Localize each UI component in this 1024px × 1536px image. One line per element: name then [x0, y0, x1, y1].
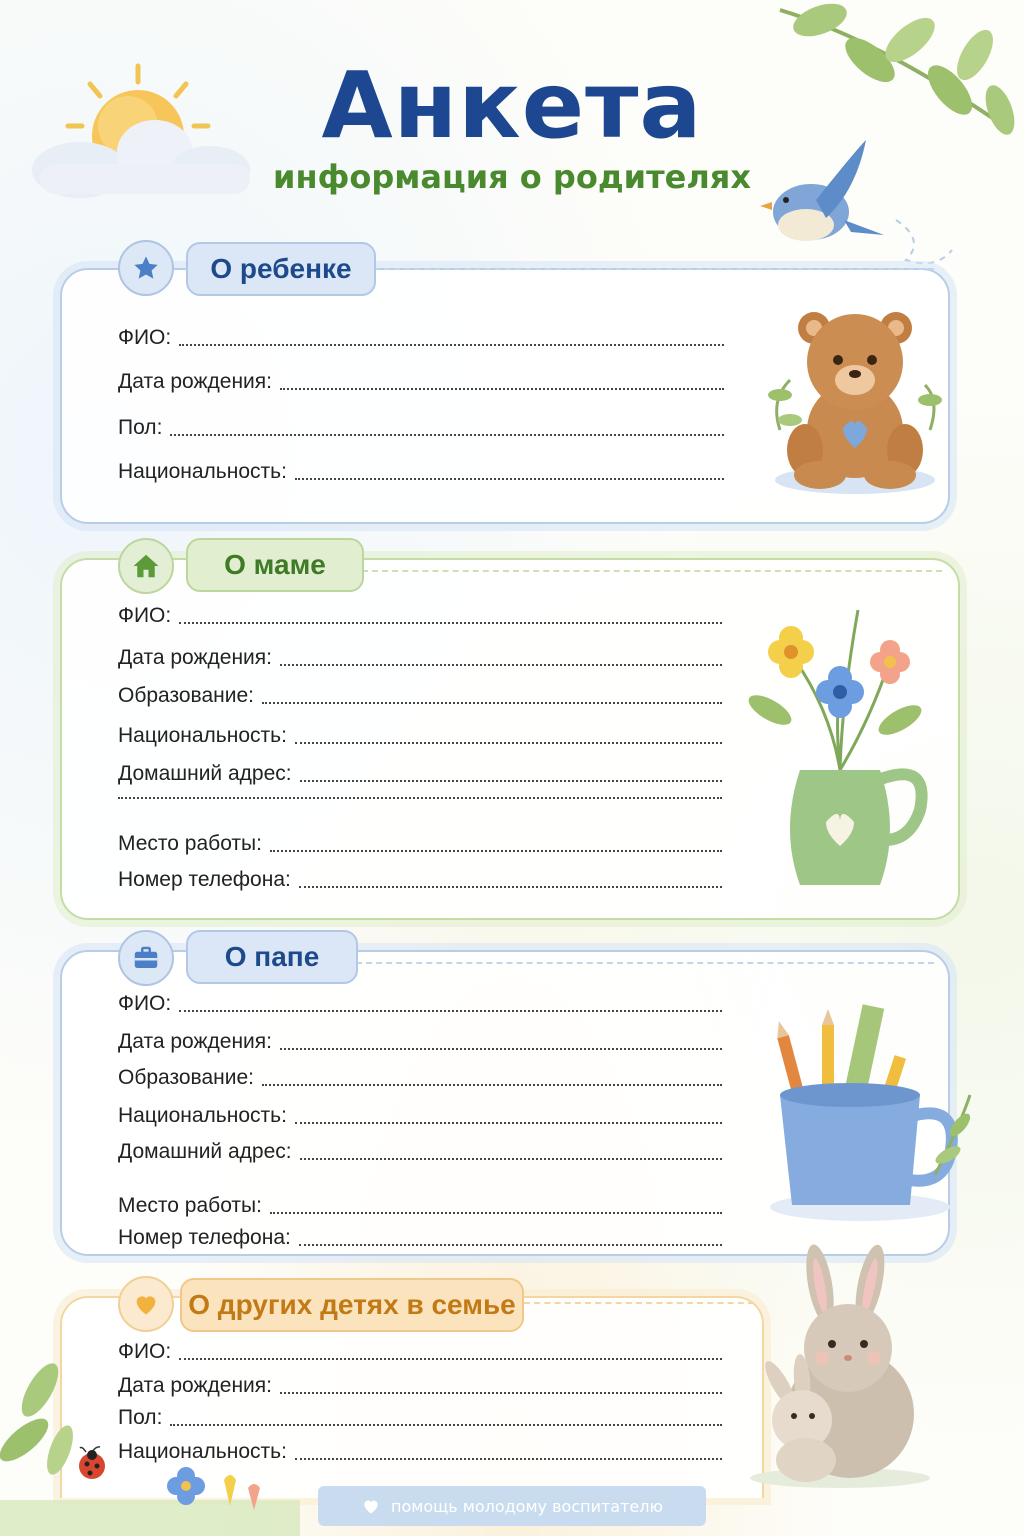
- input-line: [295, 1121, 722, 1124]
- footer-banner: [318, 1486, 706, 1526]
- page-subtitle: информация о родителях: [273, 158, 751, 196]
- input-line: [280, 663, 722, 666]
- section-heading-child: О ребенке: [186, 242, 376, 296]
- section-heading-mother: О маме: [186, 538, 364, 592]
- form-row[interactable]: Место работы:: [118, 1194, 722, 1218]
- footer-heart-icon: [361, 1496, 381, 1516]
- input-line: [300, 779, 722, 782]
- form-row[interactable]: Дата рождения:: [118, 370, 724, 394]
- form-row[interactable]: ФИО:: [118, 326, 724, 350]
- form-row[interactable]: Дата рождения:: [118, 1030, 722, 1054]
- input-line: [262, 701, 722, 704]
- input-line: [270, 1211, 722, 1214]
- form-row[interactable]: Национальность:: [118, 724, 722, 748]
- form-row[interactable]: Образование:: [118, 1066, 722, 1090]
- flower-vase-illustration: [740, 600, 940, 900]
- section-heading-siblings: О других детях в семье: [180, 1278, 524, 1332]
- house-icon: [131, 551, 161, 581]
- form-row[interactable]: ФИО:: [118, 1340, 722, 1364]
- input-line: [280, 387, 724, 390]
- form-row[interactable]: ФИО:: [118, 604, 722, 628]
- form-row[interactable]: Домашний адрес:: [118, 1140, 722, 1164]
- heart-badge: [118, 1276, 174, 1332]
- form-row[interactable]: Дата рождения:: [118, 1374, 722, 1398]
- input-line: [295, 477, 724, 480]
- form-row[interactable]: Номер телефона:: [118, 1226, 722, 1250]
- footer-text: помощь молодому воспитателю: [391, 1496, 663, 1516]
- form-row[interactable]: Пол:: [118, 1406, 722, 1430]
- input-line: [280, 1391, 722, 1394]
- section-heading-father: О папе: [186, 930, 358, 984]
- house-badge: [118, 538, 174, 594]
- input-line: [179, 1009, 722, 1012]
- teddy-bear-illustration: [760, 300, 950, 500]
- form-row[interactable]: Место работы:: [118, 832, 722, 856]
- star-badge: [118, 240, 174, 296]
- briefcase-icon: [131, 943, 161, 973]
- input-line: [299, 885, 722, 888]
- input-line: [179, 621, 722, 624]
- input-line: [295, 741, 722, 744]
- input-line: [300, 1157, 722, 1160]
- form-row[interactable]: Национальность:: [118, 460, 724, 484]
- form-row-continuation[interactable]: [118, 796, 722, 803]
- input-line: [179, 343, 724, 346]
- flowers-illustration: [0, 1330, 300, 1536]
- form-row[interactable]: Домашний адрес:: [118, 762, 722, 786]
- star-icon: [132, 254, 160, 282]
- input-line: [170, 433, 724, 436]
- form-row[interactable]: Пол:: [118, 416, 724, 440]
- form-row[interactable]: ФИО:: [118, 992, 722, 1016]
- input-line: [295, 1457, 722, 1460]
- form-row[interactable]: Дата рождения:: [118, 646, 722, 670]
- form-row[interactable]: Образование:: [118, 684, 722, 708]
- pencil-cup-illustration: [770, 995, 980, 1225]
- form-row[interactable]: Номер телефона:: [118, 868, 722, 892]
- form-row[interactable]: Национальность:: [118, 1104, 722, 1128]
- input-line: [280, 1047, 722, 1050]
- input-line: [118, 796, 722, 799]
- page-title: Анкета: [321, 52, 703, 159]
- heart-icon: [132, 1290, 160, 1318]
- briefcase-badge: [118, 930, 174, 986]
- input-line: [270, 849, 722, 852]
- bunnies-illustration: [740, 1244, 940, 1490]
- form-row[interactable]: Национальность:: [118, 1440, 722, 1464]
- input-line: [299, 1243, 722, 1246]
- input-line: [262, 1083, 722, 1086]
